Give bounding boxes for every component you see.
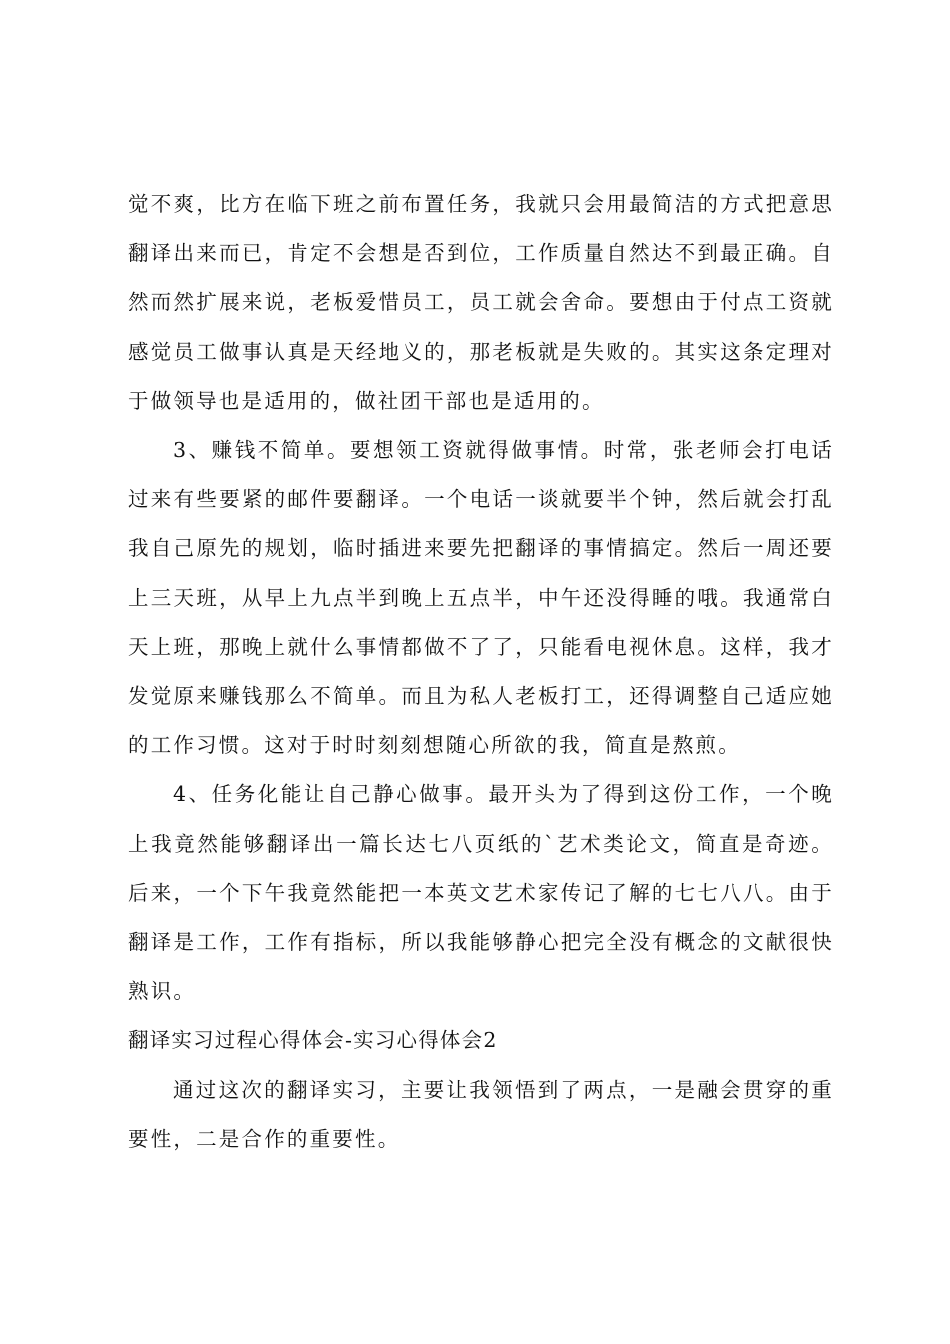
document-body	[128, 180, 834, 1164]
paragraph-point-3: 3、赚钱不简单。要想领工资就得做事情。时常，张老师会打电话过来有些要紧的邮件要翻译。一个电话一谈就要半个钟，然后就会打乱我自己原先的规划，临时插进来要先把翻译的事情搞定。然后一周还要上三天班，从早上九点半到晚上五点半，中午还没得睡的哦。我通常白天上班，那晚上就什么事情都做不了了，只能看电视休息。这样，我才发觉原来赚钱那么不简单。而且为私人老板打工，还得调整自己适应她的工作习惯。这对于时时刻刻想随心所欲的我，简直是熬煎。	[128, 438, 834, 758]
paragraph-point-4: 4、任务化能让自己静心做事。最开头为了得到这份工作，一个晚上我竟然能够翻译出一篇长达七八页纸的`艺术类论文，简直是奇迹。后来，一个下午我竟然能把一本英文艺术家传记了解的七七八八。由于翻译是工作，工作有指标，所以我能够静心把完全没有概念的文献很快熟识。	[128, 782, 834, 1004]
paragraph-continued: 觉不爽，比方在临下班之前布置任务，我就只会用最简洁的方式把意思翻译出来而已，肯定不会想是否到位，工作质量自然达不到最正确。自然而然扩展来说，老板爱惜员工，员工就会舍命。要想由于付点工资就感觉员工做事认真是天经地义的，那老板就是失败的。其实这条定理对于做领导也是适用的，做社团干部也是适用的。	[128, 192, 834, 413]
section-heading: 翻译实习过程心得体会-实习心得体会2	[128, 1028, 498, 1053]
section-paragraph: 通过这次的翻译实习，主要让我领悟到了两点，一是融会贯穿的重要性，二是合作的重要性。	[128, 1077, 834, 1151]
